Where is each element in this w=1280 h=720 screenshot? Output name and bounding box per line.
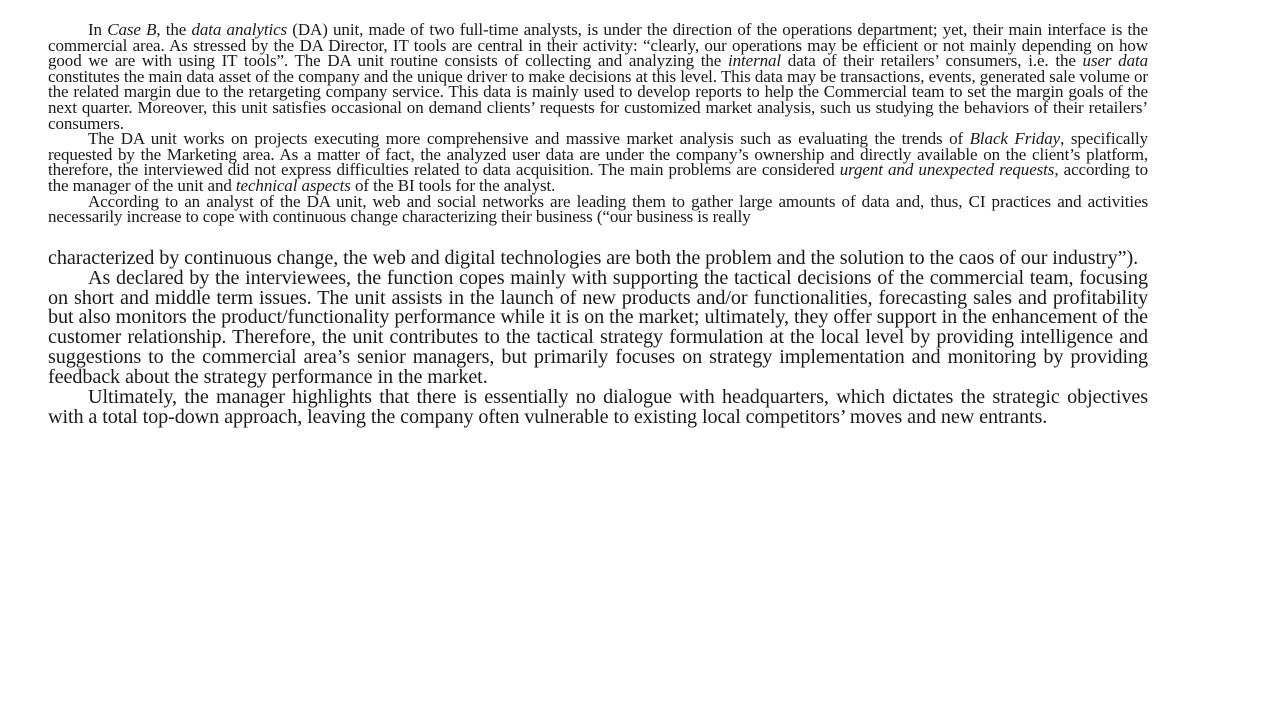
paragraph-quote-continuation: characterized by continuous change, the web and digital technologies are both the problem and the solution to the caos of our industry”). (48, 246, 1139, 269)
italic-internal: internal (728, 51, 782, 71)
paragraph-analyst-quote: According to an analyst of the DA unit, web and social networks are leading them to gather large amounts of data and, thus, CI practices and activities necessarily increase to cope with continuous change characterizing their business (“our business is really (48, 191, 1148, 227)
paragraph-function-role: As declared by the interviewees, the function copes mainly with supporting the tactical decisions of the commercial team, focusing on short and middle term issues. The unit assists in the launch of new products and/or functionalities, forecasting sales and profitability but also monitors the product/functionality performance while it is on the market; ultimately, they offer support in the enhancement of the customer relationship. Therefore, the unit contributes to the tactical strategy formulation at the local level by providing intelligence and suggestions to the commercial area’s senior managers, but primarily focuses on strategy implementation and monitoring by providing feedback about the strategy performance in the market. (48, 266, 1148, 389)
italic-user-data: user data (1082, 51, 1149, 71)
paragraph-da-projects (48, 131, 1148, 193)
paragraph-headquarters: Ultimately, the manager highlights that there is essentially no dialogue with headquarters, which dictates the strategic objectives with a total top-down approach, leaving the company often vulnerable to existing local competitors’ moves and new entrants. (48, 386, 1148, 428)
text-run: , the (156, 20, 192, 39)
italic-case-b: Case B (107, 20, 157, 39)
italic-data-analytics: data analytics (191, 20, 288, 39)
document-page (48, 22, 1148, 428)
text-run: In (88, 20, 108, 39)
text-run: of the BI tools for the analyst. (350, 175, 556, 195)
text-block-large (48, 246, 1148, 428)
paragraph-case-b-intro (48, 22, 1148, 131)
text-run: , according to the manager of the unit and (48, 160, 1148, 195)
text-run: The DA unit works on projects executing more comprehensive and massive market analysis such as evaluating the trends of (88, 129, 970, 149)
text-run: data of their retailers’ consumers, i.e. the (781, 51, 1083, 71)
text-run: constitutes the main data asset of the company and the unique driver to make decisions at this level. This data may be transactions, events, generated sale volume or the related margin due to the retargeting company service. This data is mainly used to develop reports to help the Commercial team to set the margin goals of the next quarter. Moreover, this unit satisfies occasional on demand clients’ requests for customized market analysis, such us studying the behaviors of their retailers’ consumers. (48, 66, 1148, 133)
italic-urgent-requests: urgent and unexpected requests (839, 160, 1055, 180)
italic-black-friday: Black Friday (969, 129, 1061, 149)
text-block-small (48, 22, 1148, 225)
text-run: , specifically requested by the Marketing area. As a matter of fact, the analyzed user data are under the company’s ownership and directly available on the client’s platform, therefore, the interviewed did not express difficulties related to data acquisition. The main problems are considered (48, 129, 1148, 180)
italic-technical-aspects: technical aspects (235, 175, 351, 195)
text-run: (DA) unit, made of two full-time analysts, is under the direction of the operations department; yet, their main interface is the commercial area. As stressed by the DA Director, IT tools are central in their activity: “clearly, our operations may be efficient or not mainly depending on how good we are with using IT tools”. The DA unit routine consists of collecting and analyzing the (48, 20, 1148, 71)
